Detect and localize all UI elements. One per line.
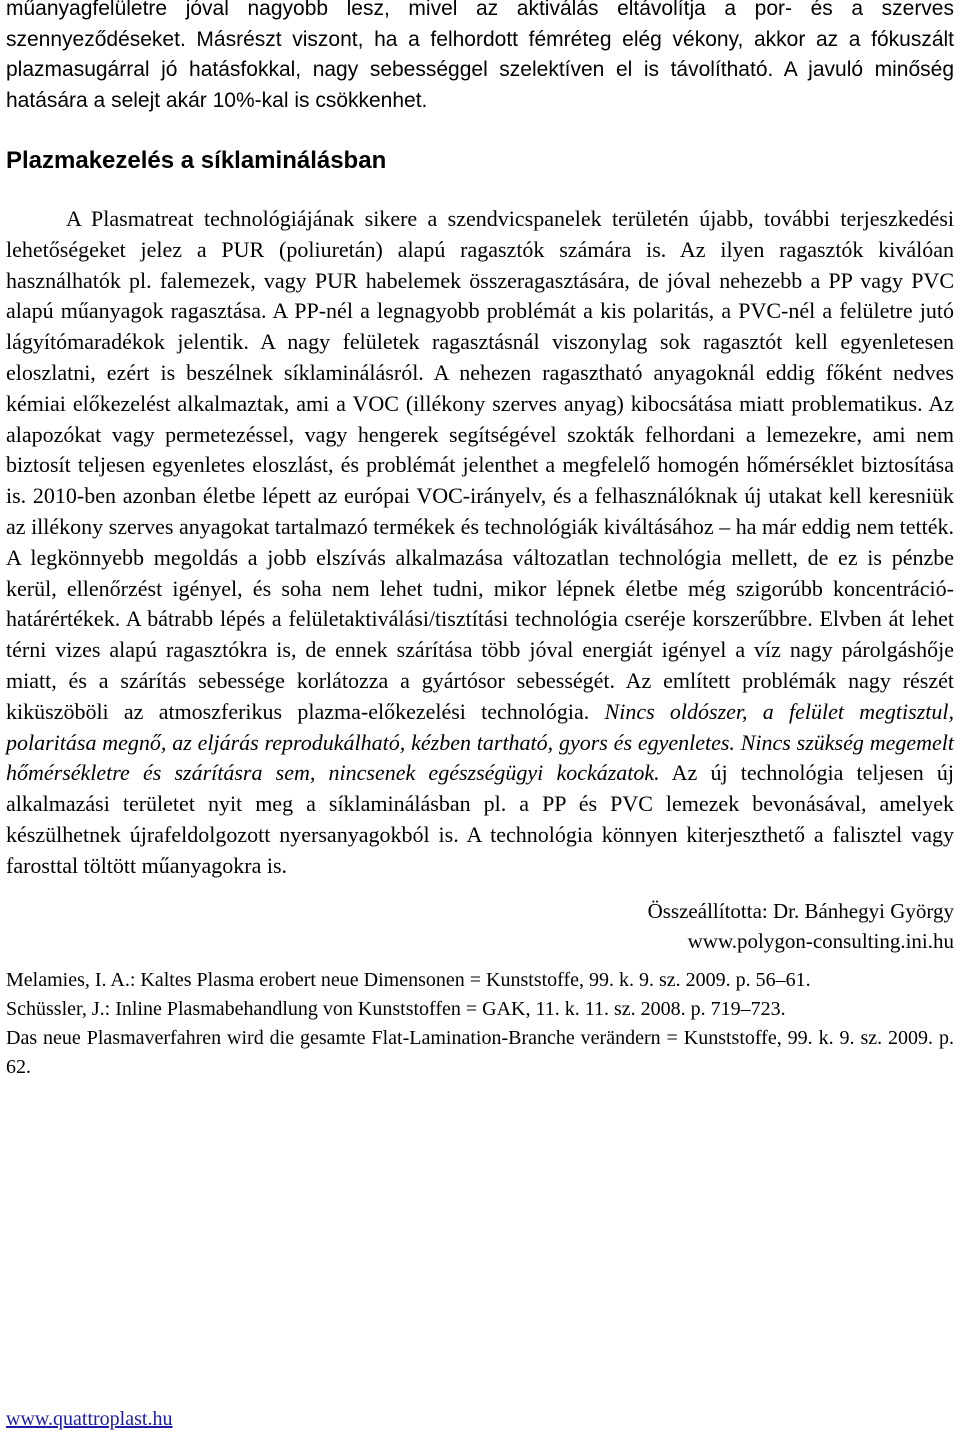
references-list [6, 966, 954, 1082]
section-paragraph [6, 204, 954, 882]
reference-item: Schüssler, J.: Inline Plasmabehandlung von Kunststoffen = GAK, 11. k. 11. sz. 2008. p. 719–723. [6, 997, 786, 1020]
paragraph-text-end: Az új technológia teljesen új alkalmazási területet nyit meg a síklaminálásban pl. a PP és PVC lemezek bevonásával, amelyek készülhetnek újrafeldolgozott nyersanyagokból is. A technológia könnyen kiterjeszthető a falisztel vagy farosttal töltött műanyagokra is. [6, 760, 954, 878]
author-website: www.polygon-consulting.ini.hu [687, 928, 954, 953]
footer-website-link[interactable]: www.quattroplast.hu [6, 1408, 173, 1430]
paragraph-text: A Plasmatreat technológiájának sikere a szendvicspanelek területén újabb, további terjeszkedési lehetőségeket jelez a PUR (poliuretán) alapú ragasztók számára is. Az ilyen ragasztók kiválóan használhatók pl. falemezek, vagy PUR habelemek összeragasztására, de jóval nehezebb a PP vagy PVC alapú műanyagok ragasztása. A PP-nél a legnagyobb problémát a kis polaritás, a PVC-nél a felületre jutó lágyítómaradékok jelentik. A nagy felületek ragasztásnál viszonylag sok ragasztót kell egyenletesen eloszlatni, ezért is beszélnek síklaminálásról. A nehezen ragasztható anyagoknál eddig főként nedves kémiai előkezelést alkalmaztak, ami a VOC (illékony szerves anyag) kibocsátása miatt problematikus. Az alapozókat vagy permetezéssel, vagy hengerek segítségével szokták felhordani a lemezekre, ami nem biztosít teljesen egyenletes eloszlást, és problémát jelenthet a megfelelő homogén hőmérséklet biztosítása is. 2010-ben azonban életbe lépett az európai VOC-irányelv, és a felhasználóknak új utakat kell keresniük az illékony szerves anyagokat tartalmazó termékek és technológiák kiváltásához – ha már eddig nem tették. A legkönnyebb megoldás a jobb elszívás alkalmazása változatlan technológia mellett, de ez is pénzbe kerül, ellenőrzést igényel, és soha nem lehet tudni, mikor lépnek életbe még szigorúbb koncentráció-határértékek. A bátrabb lépés a felületaktiválási/tisztítási technológia cseréje korszerűbbre. Elvben át lehet térni vizes alapú ragasztókra is, de ennek szárítása több jóval energiát igényel a víz nagy párolgáshője miatt, és a szárítás sebessége korlátozza a gyártósor sebességét. Az említett problémák nagy részét kiküszöböli az atmoszferikus plazma-előkezelési technológia. [6, 206, 954, 724]
reference-item: Melamies, I. A.: Kaltes Plasma erobert neue Dimensonen = Kunststoffe, 99. k. 9. sz. 2009. p. 56–61. [6, 968, 811, 991]
intro-paragraph: műanyagfelületre jóval nagyobb lesz, mivel az aktiválás eltávolítja a por- és a szerves szennyeződéseket. Másrészt viszont, ha a felhordott fémréteg elég vékony, akkor az a fókuszált plazmasugárral jó hatásfokkal, nagy sebességgel szelektíven el is távolítható. A javuló minőség hatására a selejt akár 10%-kal is csökkenhet. [6, 0, 954, 112]
author-line: Összeállította: Dr. Bánhegyi György [647, 898, 954, 923]
section-heading: Plazmakezelés a síklaminálásban [6, 147, 387, 174]
document-page [6, 0, 954, 1082]
paragraph-italic-text: Nincs oldószer, a felület megtisztul, polaritása megnő, az eljárás reprodukálható, kézben tartható, gyors és egyenletes. Nincs szükség megemelt hőmérsékletre és szárításra sem, nincsenek egészségügyi kockázatok. [6, 698, 954, 786]
signature-block [6, 896, 954, 956]
section-body [6, 204, 954, 882]
reference-item: Das neue Plasmaverfahren wird die gesamte Flat-Lamination-Branche verändern = Kunststoffe, 99. k. 9. sz. 2009. p. 62. [6, 1026, 954, 1078]
